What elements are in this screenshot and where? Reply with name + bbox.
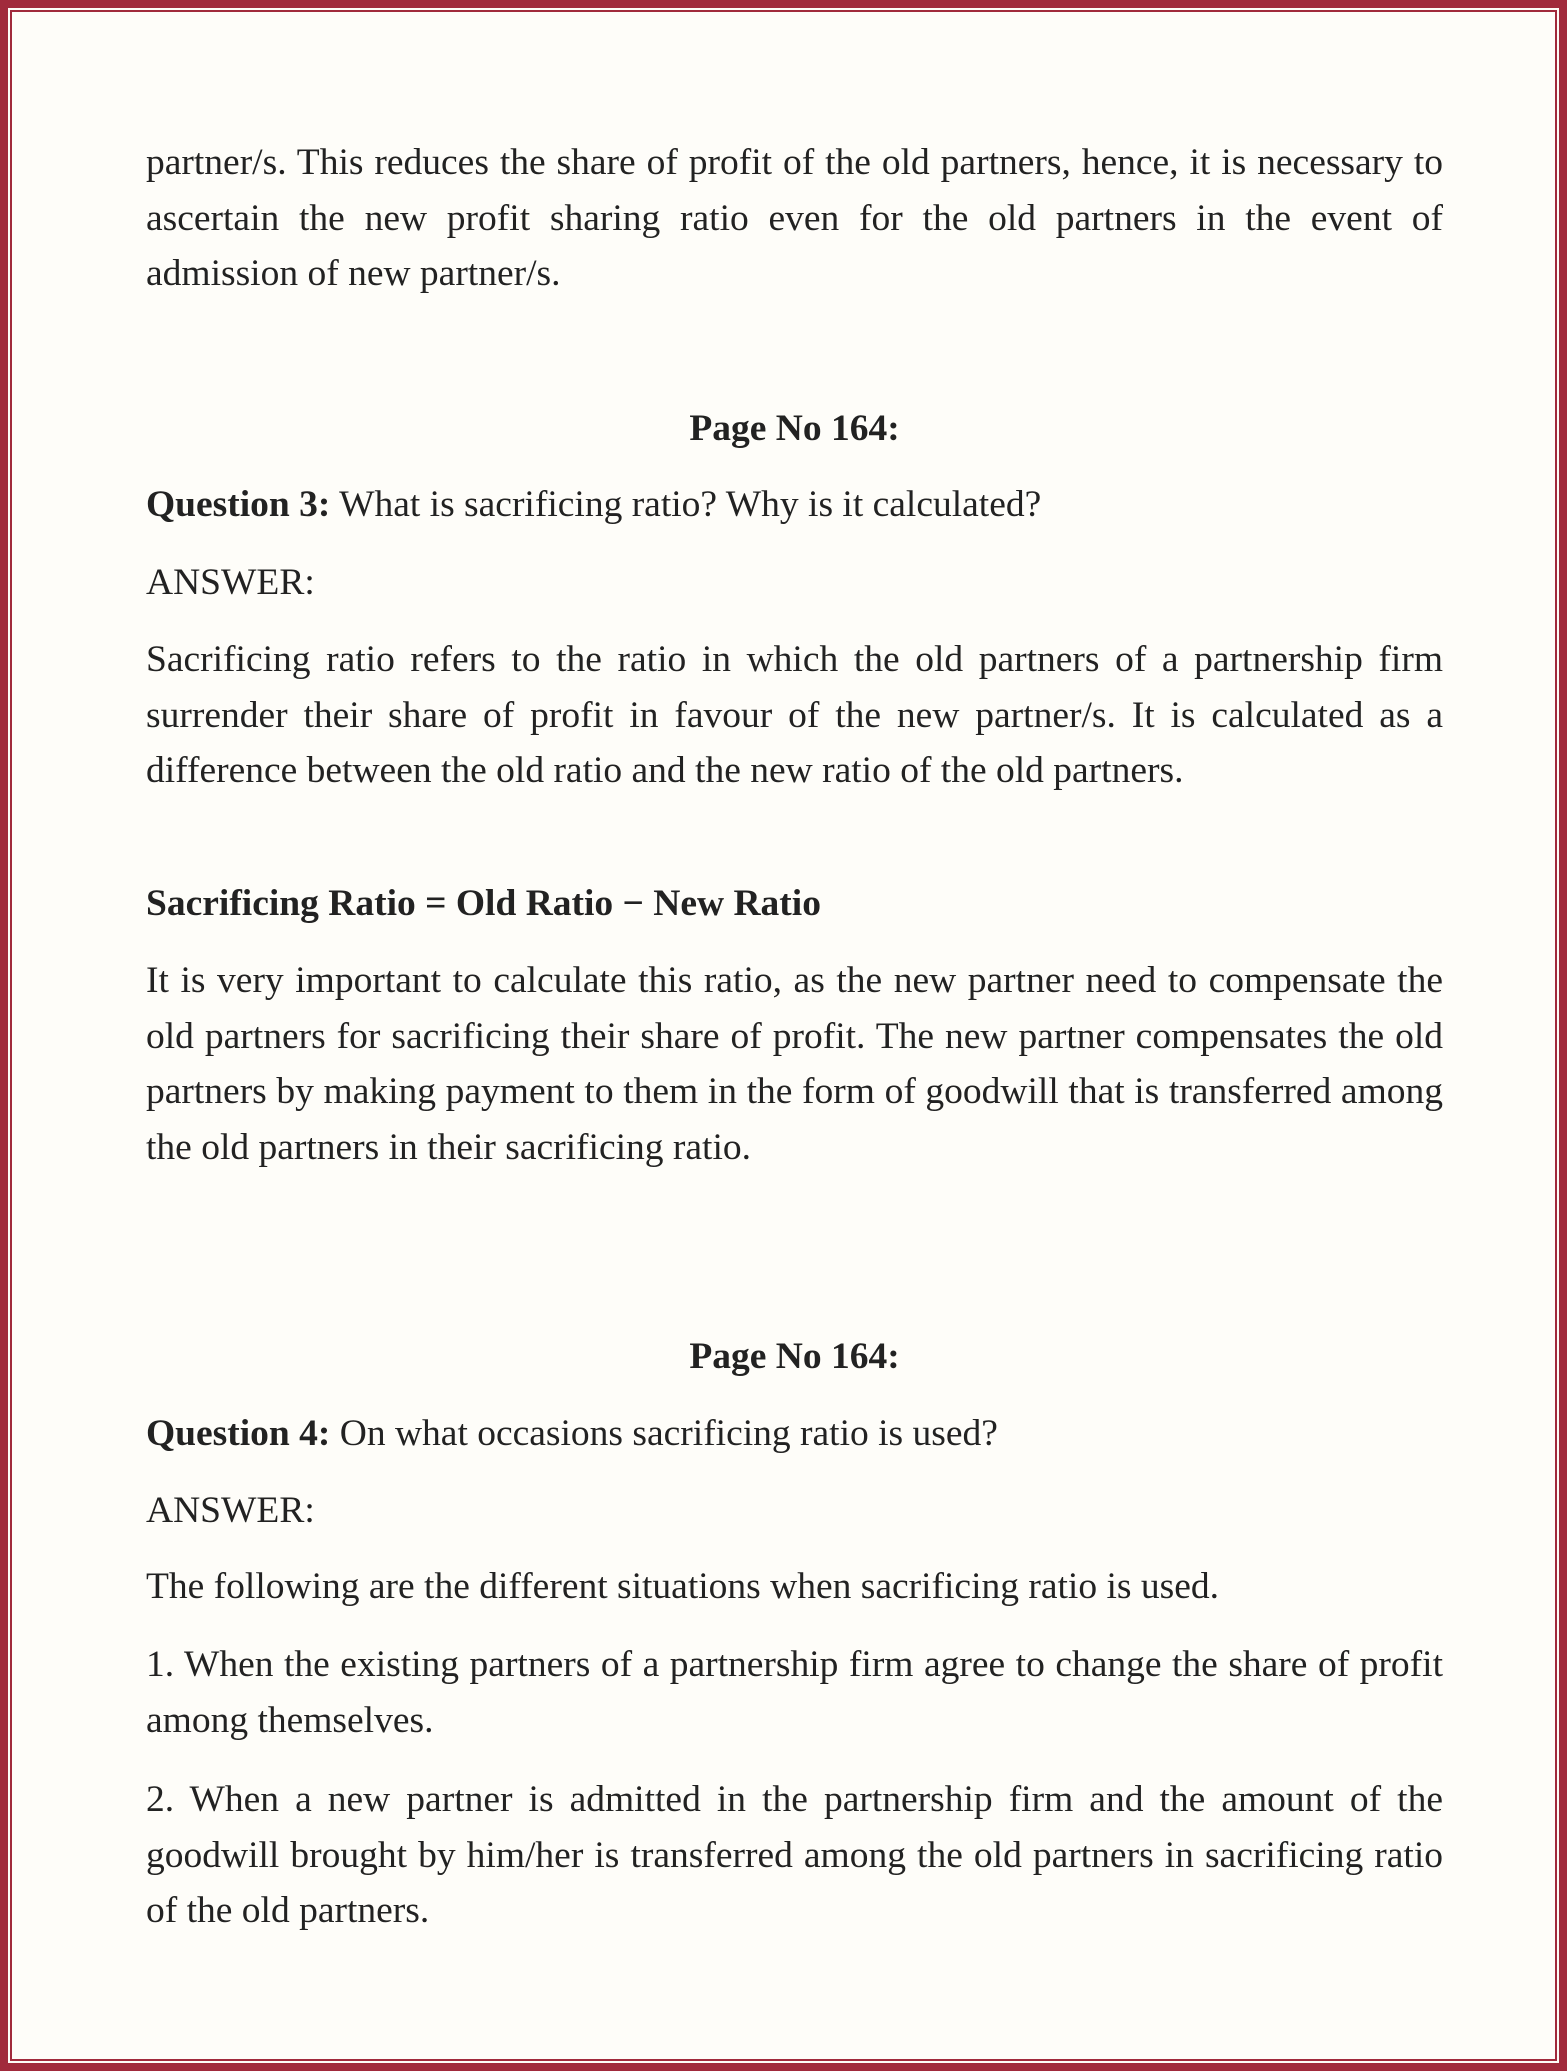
formula: Sacrificing Ratio = Old Ratio − New Ratio	[146, 883, 821, 924]
answer-paragraph: It is very important to calculate this ratio, as the new partner need to compensate the old partners for sacrificing their share of profit. The new partner compensates the old partners by making payment to them in the form of goodwill that is transferred among the old partners in their sacrificing ratio.	[146, 960, 1443, 1168]
question-text: On what occasions sacrificing ratio is used?	[330, 1413, 998, 1454]
question-label: Question 3:	[146, 484, 331, 525]
answer-label: ANSWER:	[146, 1490, 315, 1531]
answer-paragraph: Sacrificing ratio refers to the ratio in which the old partners of a partnership firm surrender their share of profit in favour of the new partner/s. It is calculated as a difference between the old ratio and the new ratio of the old partners.	[146, 639, 1443, 791]
page-heading: Page No 164:	[689, 408, 900, 449]
list-item: 2. When a new partner is admitted in the partnership firm and the amount of the goodwill brought by him/her is transferred among the old partners in sacrificing ratio of the old partners.	[146, 1779, 1443, 1931]
list-item: 1. When the existing partners of a partnership firm agree to change the share of profit among themselves.	[146, 1644, 1443, 1741]
question-label: Question 4:	[146, 1413, 331, 1454]
answer-label: ANSWER:	[146, 562, 315, 603]
page-heading: Page No 164:	[689, 1336, 900, 1377]
answer-intro: The following are the different situations when sacrificing ratio is used.	[146, 1566, 1219, 1607]
intro-paragraph: partner/s. This reduces the share of profit of the old partners, hence, it is necessary to ascertain the new profit sharing ratio even for the old partners in the event of admission of new partner/s.	[146, 142, 1443, 294]
page	[8, 8, 1559, 2063]
page-border	[10, 10, 1557, 2061]
question-3	[146, 477, 1443, 533]
question-text: What is sacrificing ratio? Why is it calculated?	[330, 484, 1042, 525]
question-4	[146, 1406, 1443, 1462]
